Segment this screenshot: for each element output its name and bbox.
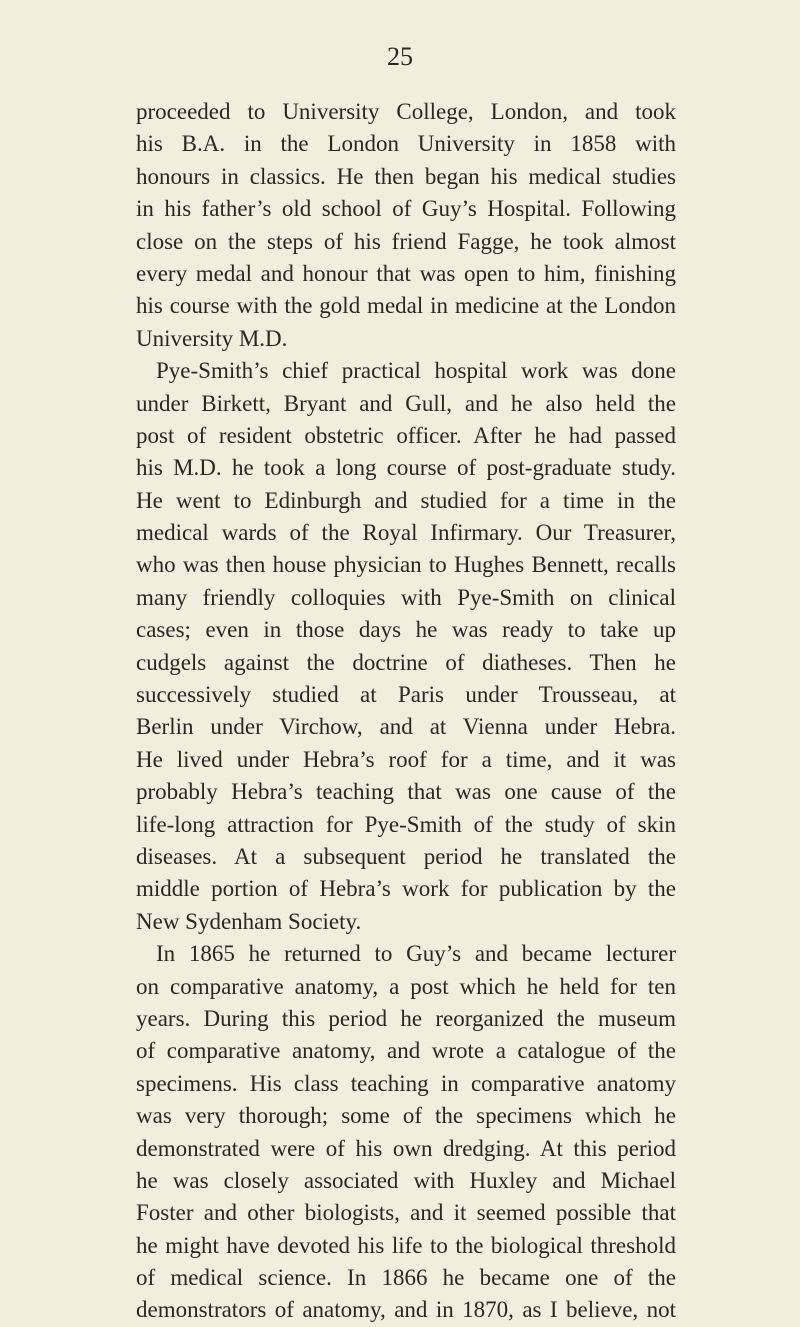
text-line: he was closely associated with Huxley and Michael [136, 1167, 676, 1193]
text-line: under Birkett, Bryant and Gull, and he also held the [136, 390, 676, 416]
text-line: middle portion of Hebra’s work for publication by the [136, 876, 676, 902]
text-line: In 1865 he returned to Guy’s and became lecturer [156, 941, 676, 967]
text-line: Berlin under Virchow, and at Vienna under Hebra. [136, 714, 676, 740]
text-line: medical wards of the Royal Infirmary. Our Treasurer, [136, 520, 676, 546]
text-line: of comparative anatomy, and wrote a catalogue of the [136, 1038, 676, 1064]
text-line: New Sydenham Society. [136, 908, 362, 934]
text-line: successively studied at Paris under Trousseau, at [136, 682, 676, 708]
text-line: probably Hebra’s teaching that was one cause of the [136, 779, 676, 805]
text-line: demonstrated were of his own dredging. At this period [136, 1135, 676, 1161]
text-line: demonstrators of anatomy, and in 1870, as I believe, not [136, 1297, 676, 1323]
paragraph [136, 938, 676, 1327]
text-line: cudgels against the doctrine of diatheses. Then he [136, 649, 676, 675]
text-line: every medal and honour that was open to him, finishing [136, 260, 676, 286]
text-line: diseases. At a subsequent period he translated the [136, 843, 676, 869]
text-line: University M.D. [136, 325, 288, 351]
text-line: proceeded to University College, London, and took [136, 99, 676, 124]
text-line: specimens. His class teaching in comparative anatomy [136, 1070, 676, 1096]
text-line: in his father’s old school of Guy’s Hospital. Following [136, 196, 676, 222]
text-line: he might have devoted his life to the biological threshold [136, 1232, 676, 1258]
text-line: cases; even in those days he was ready to take up [136, 617, 676, 643]
text-line: on comparative anatomy, a post which he held for ten [136, 973, 676, 999]
text-line: close on the steps of his friend Fagge, he took almost [136, 228, 676, 254]
text-line: many friendly colloquies with Pye-Smith on clinical [136, 584, 676, 610]
paragraph [136, 355, 676, 938]
text-line: was very thorough; some of the specimens which he [136, 1103, 676, 1129]
text-line: He went to Edinburgh and studied for a time in the [136, 487, 676, 513]
text-line: his B.A. in the London University in 1858 with [136, 131, 676, 157]
text-line: He lived under Hebra’s roof for a time, and it was [136, 746, 676, 772]
text-line: years. During this period he reorganized the museum [136, 1005, 676, 1031]
body-text [136, 96, 676, 1327]
text-line: Foster and other biologists, and it seemed possible that [136, 1200, 676, 1226]
text-line: who was then house physician to Hughes Bennett, recalls [136, 552, 676, 578]
page-number: 25 [387, 42, 413, 71]
text-line: of medical science. In 1866 he became one of the [136, 1265, 676, 1291]
text-line: his M.D. he took a long course of post-graduate study. [136, 455, 676, 481]
text-line: life-long attraction for Pye-Smith of the study of skin [136, 811, 676, 837]
text-line: his course with the gold medal in medicine at the London [136, 293, 676, 319]
text-line: Pye-Smith’s chief practical hospital work was done [156, 358, 676, 384]
text-line: honours in classics. He then began his medical studies [136, 163, 676, 189]
text-line: post of resident obstetric officer. After he had passed [136, 422, 676, 448]
paragraph [136, 96, 676, 355]
